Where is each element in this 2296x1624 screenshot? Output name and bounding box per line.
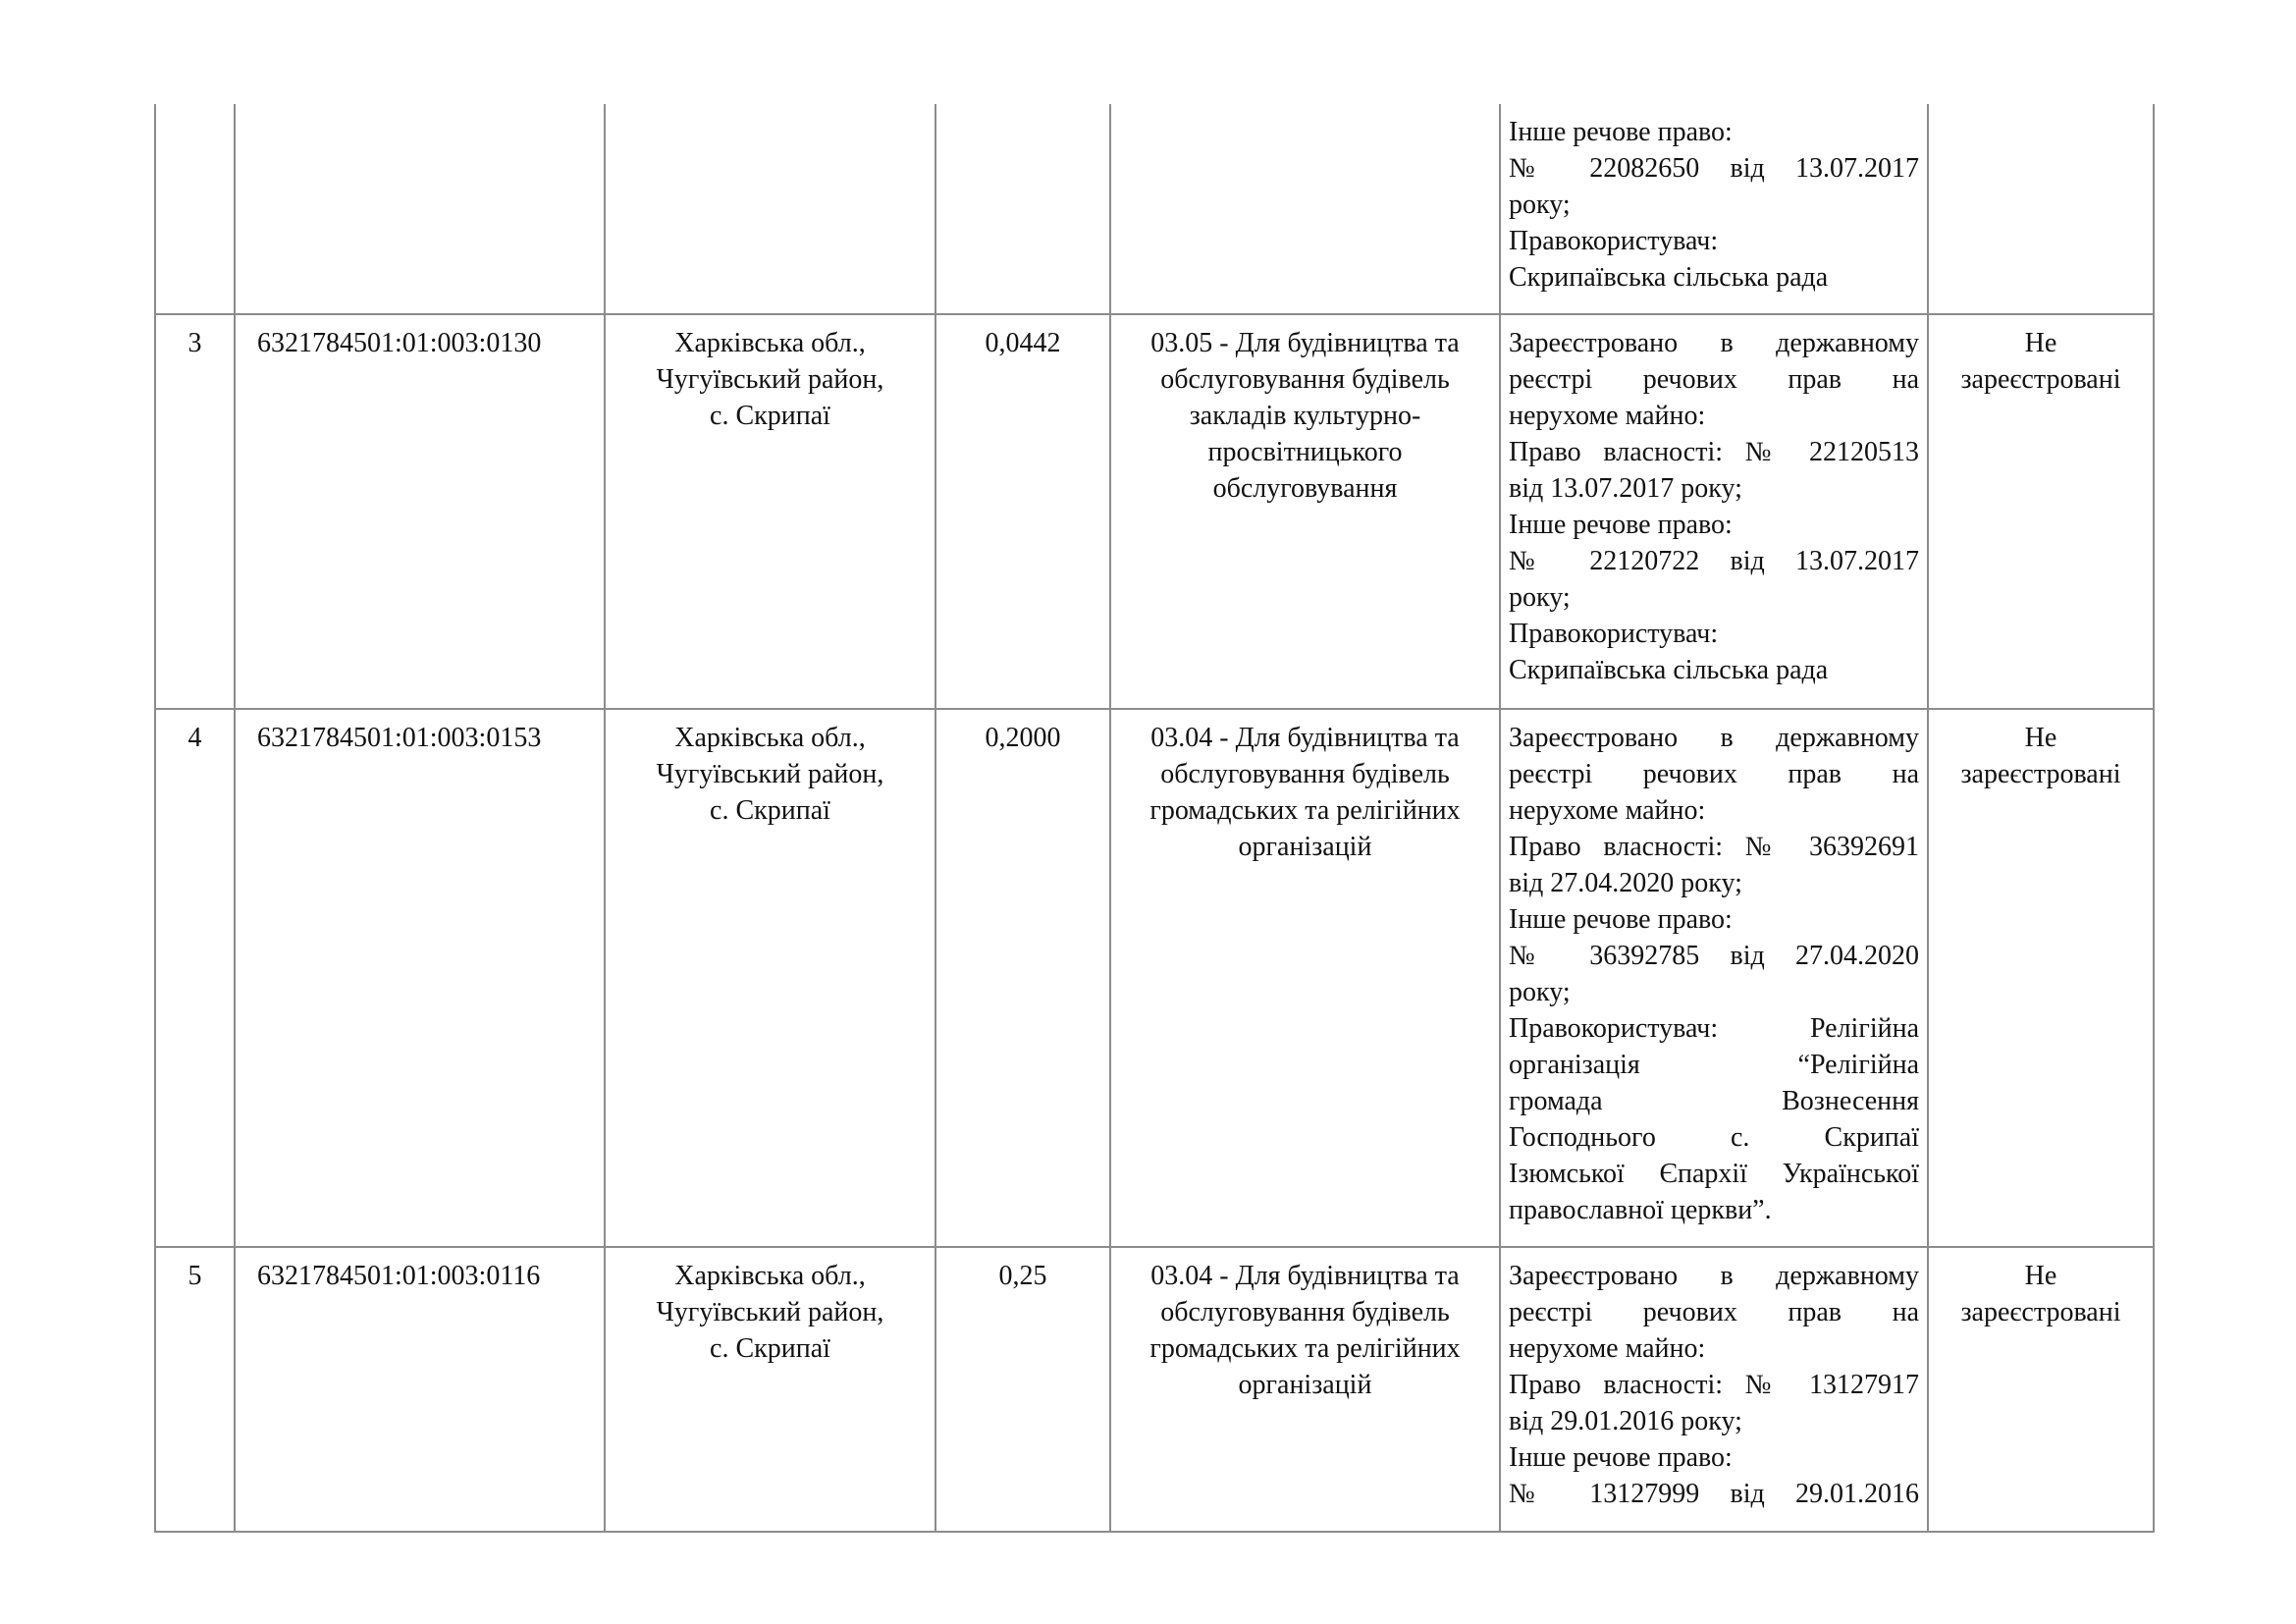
cadastral-number: 6321784501:01:003:0130 [257,328,542,358]
table-row [155,1247,2154,1532]
registration-line: нерухоме майно: [1509,795,1706,826]
purpose-line: 03.04 - Для будівництва та [1150,723,1460,753]
purpose-line: організацій [1238,1370,1372,1400]
purpose-line: обслуговування будівель [1160,759,1450,789]
row-number: 5 [187,1261,202,1291]
cell-number [155,104,235,314]
registration-line: Право власності: № 13127917 [1509,1370,1919,1400]
registration-line: Скрипаївська сільська рада [1509,655,1829,685]
cell-registration [1500,1247,1928,1532]
cell-registration [1500,709,1928,1247]
registration-line: № 13127999 від 29.01.2016 [1509,1479,1919,1509]
cell-status [1928,709,2154,1247]
registration-line: реєстрі речових прав на [1509,1297,1919,1327]
cell-purpose [1110,104,1500,314]
cell-address [605,709,935,1247]
cell-address [605,104,935,314]
cell-cadastral [235,104,605,314]
cell-area [935,314,1110,709]
purpose-line: обслуговування [1212,473,1398,504]
address-line: Чугуївський район, [656,759,884,789]
land-plots-table [154,104,2155,1533]
cell-purpose [1110,314,1500,709]
cell-number [155,709,235,1247]
address-line: Чугуївський район, [656,1297,884,1327]
registration-line: Зареєстровано в державному [1509,723,1919,753]
registration-line: року; [1509,189,1571,220]
cell-area [935,104,1110,314]
registration-line: від 13.07.2017 року; [1509,473,1742,504]
address-line: Харківська обл., [674,1261,866,1291]
address-line: с. Скрипаї [710,401,830,431]
cell-purpose [1110,1247,1500,1532]
row-number: 4 [187,723,202,753]
address-line: Харківська обл., [674,328,866,358]
purpose-line: просвітницького [1207,437,1403,467]
purpose-line: обслуговування будівель [1160,1297,1450,1327]
address-line: Харківська обл., [674,723,866,753]
registration-line: року; [1509,582,1571,613]
registration-line: року; [1509,977,1571,1007]
purpose-line: 03.04 - Для будівництва та [1150,1261,1460,1291]
registration-line: Правокористувач: [1509,226,1719,256]
cadastral-number: 6321784501:01:003:0116 [257,1261,541,1291]
table-row-continuation [155,104,2154,314]
row-number: 3 [187,328,202,358]
cell-number [155,1247,235,1532]
registration-line: Інше речове право: [1509,1442,1733,1473]
area-value: 0,2000 [985,723,1061,753]
registration-line: № 22082650 від 13.07.2017 [1509,153,1919,184]
registration-line: Ізюмської Єпархії Української [1509,1159,1919,1189]
status-line: Не [2024,723,2057,753]
registration-line: Зареєстровано в державному [1509,1261,1919,1291]
registration-line: нерухоме майно: [1509,401,1706,431]
status-line: зареєстровані [1960,364,2121,395]
registration-line: Скрипаївська сільська рада [1509,262,1829,293]
cell-area [935,1247,1110,1532]
registration-line: православної церкви”. [1509,1195,1772,1225]
address-line: с. Скрипаї [710,1333,830,1364]
area-value: 0,0442 [985,328,1061,358]
registration-line: реєстрі речових прав на [1509,364,1919,395]
cell-area [935,709,1110,1247]
status-line: Не [2024,1261,2057,1291]
cell-cadastral [235,1247,605,1532]
registration-line: від 27.04.2020 року; [1509,868,1742,898]
registration-line: № 36392785 від 27.04.2020 [1509,941,1919,971]
cell-status [1928,1247,2154,1532]
registration-line: Зареєстровано в державному [1509,328,1919,358]
registration-line: реєстрі речових прав на [1509,759,1919,789]
registration-line: Господнього с. Скрипаї [1509,1122,1919,1153]
status-line: зареєстровані [1960,759,2121,789]
purpose-line: організацій [1238,832,1372,862]
address-line: Чугуївський район, [656,364,884,395]
table-body [155,104,2154,1532]
registration-line: Інше речове право: [1509,117,1733,147]
cell-address [605,314,935,709]
registration-line: Право власності: № 36392691 [1509,832,1919,862]
purpose-line: 03.05 - Для будівництва та [1150,328,1460,358]
registration-line: Правокористувач: Релігійна [1509,1013,1919,1044]
registration-line: Правокористувач: [1509,619,1719,649]
address-line: с. Скрипаї [710,795,830,826]
cell-number [155,314,235,709]
cell-cadastral [235,314,605,709]
cadastral-number: 6321784501:01:003:0153 [257,723,542,753]
cell-registration [1500,104,1928,314]
cell-registration [1500,314,1928,709]
cell-purpose [1110,709,1500,1247]
registration-line: Право власності: № 22120513 [1509,437,1919,467]
registration-line: організація “Релігійна [1509,1050,1919,1080]
registration-line: від 29.01.2016 року; [1509,1406,1742,1436]
cell-address [605,1247,935,1532]
area-value: 0,25 [998,1261,1047,1291]
registration-line: нерухоме майно: [1509,1333,1706,1364]
purpose-line: громадських та релігійних [1149,1333,1461,1364]
cell-cadastral [235,709,605,1247]
status-line: зареєстровані [1960,1297,2121,1327]
purpose-line: закладів культурно- [1189,401,1421,431]
cell-status [1928,104,2154,314]
status-line: Не [2024,328,2057,358]
registration-line: Інше речове право: [1509,510,1733,540]
table-row [155,709,2154,1247]
registration-line: громада Вознесення [1509,1086,1919,1116]
cell-status [1928,314,2154,709]
table-row [155,314,2154,709]
purpose-line: обслуговування будівель [1160,364,1450,395]
registration-line: Інше речове право: [1509,904,1733,935]
purpose-line: громадських та релігійних [1149,795,1461,826]
registration-line: № 22120722 від 13.07.2017 [1509,546,1919,576]
